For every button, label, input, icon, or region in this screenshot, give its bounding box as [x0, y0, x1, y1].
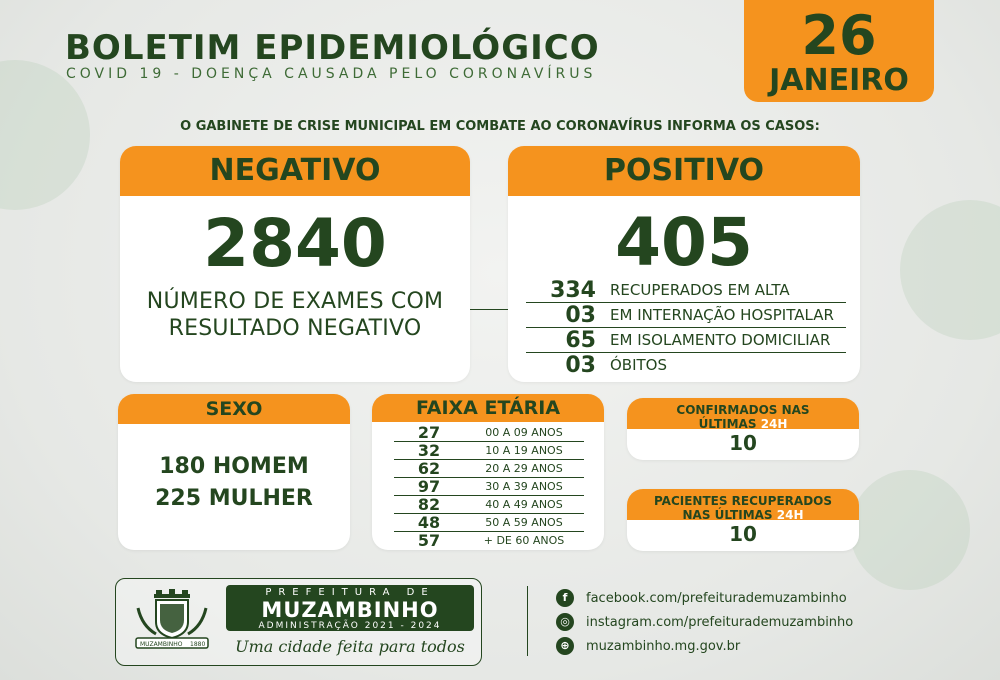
confirmed-24h-card [627, 398, 859, 460]
positive-card-header: POSITIVO [508, 146, 860, 196]
facebook-url[interactable]: facebook.com/prefeiturademuzambinho [586, 590, 847, 606]
recovered-24h-card [627, 489, 859, 551]
positive-card [508, 146, 860, 382]
recovered-24h-value: 10 [729, 522, 757, 546]
age-row [394, 460, 584, 478]
positive-row-number: 03 [565, 352, 596, 378]
recovered-24h-label-line2: NAS ÚLTIMAS 24H [682, 508, 804, 522]
social-link-instagram[interactable] [556, 610, 853, 634]
social-link-facebook[interactable] [556, 586, 853, 610]
coat-of-arms-icon [128, 588, 216, 654]
age-row-range: 00 A 09 ANOS [485, 426, 563, 439]
background-virus-decoration [0, 60, 90, 210]
date-badge [744, 0, 934, 102]
svg-text:MUZAMBINHO: MUZAMBINHO [140, 641, 183, 648]
instagram-url[interactable]: instagram.com/prefeiturademuzambinho [586, 614, 854, 630]
confirmed-24h-label-line1: CONFIRMADOS NAS [676, 403, 810, 417]
age-row [394, 532, 584, 549]
negative-count: 2840 [203, 205, 387, 282]
age-range-header: FAIXA ETÁRIA [372, 394, 604, 422]
age-row-range: 20 A 29 ANOS [485, 462, 563, 475]
age-row-range: 10 A 19 ANOS [485, 444, 563, 457]
positive-row-label: EM ISOLAMENTO DOMICILIAR [610, 331, 831, 349]
confirmed-24h-header [627, 398, 859, 429]
age-row-range: 50 A 59 ANOS [485, 516, 563, 529]
globe-icon: ⊕ [556, 637, 574, 655]
positive-row-deaths [526, 353, 846, 377]
highlight-24h: 24H [776, 508, 804, 522]
negative-card-header: NEGATIVO [120, 146, 470, 196]
recovered-24h-header [627, 489, 859, 520]
positive-breakdown [526, 278, 846, 377]
age-row-count: 48 [417, 513, 441, 532]
highlight-24h: 24H [760, 417, 788, 431]
age-range-table [394, 424, 584, 549]
age-row-range: 40 A 49 ANOS [485, 498, 563, 511]
negative-description-line1: NÚMERO DE EXAMES COM [146, 289, 444, 314]
age-row [394, 496, 584, 514]
background-virus-decoration [850, 470, 970, 590]
positive-row-recovered [526, 278, 846, 303]
age-row [394, 424, 584, 442]
negative-description-line2: RESULTADO NEGATIVO [168, 316, 422, 341]
website-url[interactable]: muzambinho.mg.gov.br [586, 638, 741, 654]
city-name: MUZAMBINHO [261, 598, 439, 622]
administration-period: ADMINISTRAÇÃO 2021 - 2024 [258, 621, 442, 631]
positive-count: 405 [615, 204, 753, 281]
instagram-icon: ◎ [556, 613, 574, 631]
municipality-logo-block [115, 578, 482, 666]
social-links [556, 586, 853, 658]
confirmed-24h-label-line2: ÚLTIMAS 24H [698, 417, 788, 431]
age-row [394, 442, 584, 460]
sex-card [118, 394, 350, 550]
age-row [394, 478, 584, 496]
positive-row-label: ÓBITOS [610, 356, 668, 374]
age-row-count: 97 [417, 477, 441, 496]
age-row-range: + DE 60 ANOS [483, 534, 565, 547]
background-virus-decoration [900, 200, 1000, 340]
connector-line [470, 309, 508, 310]
negative-description [120, 288, 470, 342]
positive-row-isolation [526, 328, 846, 353]
negative-card [120, 146, 470, 382]
prefeitura-banner [226, 585, 474, 631]
age-row [394, 514, 584, 532]
bulletin-title: BOLETIM EPIDEMIOLÓGICO [65, 28, 600, 68]
positive-row-hospitalized [526, 303, 846, 328]
age-range-card [372, 394, 604, 550]
positive-row-label: RECUPERADOS EM ALTA [610, 281, 790, 299]
positive-row-number: 334 [550, 277, 596, 303]
sex-male: 180 HOMEM [159, 454, 309, 479]
bulletin-subtitle: COVID 19 - DOENÇA CAUSADA PELO CORONAVÍRUS [66, 66, 597, 82]
sex-card-header: SEXO [118, 394, 350, 424]
sex-values [118, 451, 350, 515]
date-day: 26 [801, 4, 877, 67]
footer-divider [527, 586, 528, 656]
age-row-count: 62 [417, 459, 441, 478]
positive-row-number: 65 [565, 327, 596, 353]
slogan: Uma cidade feita para todos [235, 637, 465, 656]
positive-row-number: 03 [565, 302, 596, 328]
recovered-24h-label-line1: PACIENTES RECUPERADOS [653, 494, 832, 508]
confirmed-24h-value: 10 [729, 431, 757, 455]
age-row-count: 57 [417, 531, 441, 550]
age-row-range: 30 A 39 ANOS [485, 480, 563, 493]
age-row-count: 82 [417, 495, 441, 514]
social-link-website[interactable] [556, 634, 853, 658]
sex-female: 225 MULHER [155, 486, 313, 511]
prefeitura-label: PREFEITURA DE [265, 587, 435, 598]
age-row-count: 27 [417, 423, 441, 442]
svg-text:1880: 1880 [190, 641, 206, 648]
age-row-count: 32 [417, 441, 441, 460]
positive-row-label: EM INTERNAÇÃO HOSPITALAR [610, 306, 834, 324]
date-month: JANEIRO [769, 63, 909, 98]
intro-text: O GABINETE DE CRISE MUNICIPAL EM COMBATE AO CORONAVÍRUS INFORMA OS CASOS: [180, 119, 820, 134]
facebook-icon: f [556, 589, 574, 607]
